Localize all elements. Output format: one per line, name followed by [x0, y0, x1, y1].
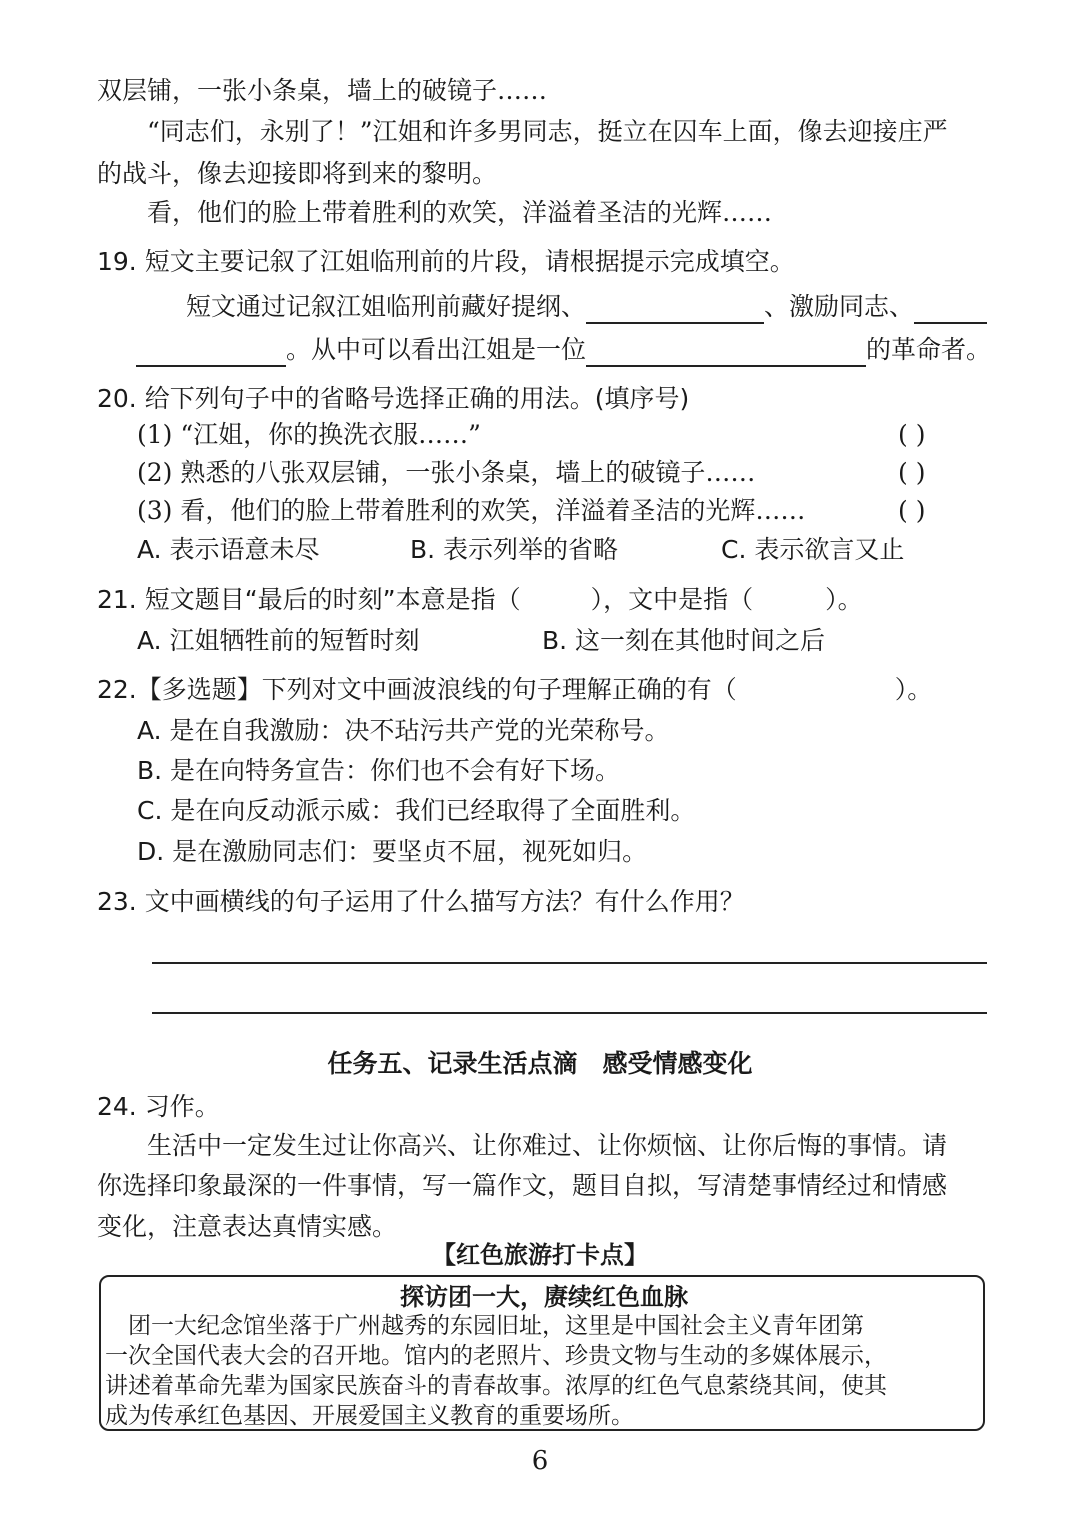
q20-item-3: (3) 看，他们的脸上带着胜利的欢笑，洋溢着圣洁的光辉……	[137, 496, 806, 525]
question-19-line	[186, 290, 987, 324]
q19-blank-1[interactable]	[586, 294, 764, 324]
redtour-line: 团一大纪念馆坐落于广州越秀的东园旧址，这里是中国社会主义青年团第	[105, 1313, 864, 1339]
q19-text: 的革命者。	[866, 335, 992, 364]
q20-answer-1[interactable]: ( )	[898, 420, 926, 449]
question-21-stem	[97, 583, 863, 617]
passage-line: 看，他们的脸上带着胜利的欢笑，洋溢着圣洁的光辉……	[147, 198, 773, 227]
section-title: 任务五、记录生活点滴 感受情感变化	[327, 1049, 753, 1078]
q22-text: 22.【多选题】下列对文中画波浪线的句子理解正确的有（	[97, 675, 737, 704]
q20-item-1: (1) “江姐，你的换洗衣服……”	[137, 420, 481, 449]
q20-option-c: C. 表示欲言又止	[721, 535, 905, 564]
page-number: 6	[531, 1446, 549, 1476]
q20-option-b: B. 表示列举的省略	[410, 535, 619, 564]
q22-option-b: B. 是在向特务宣告：你们也不会有好下场。	[137, 756, 621, 785]
q19-text: 、激励同志、	[764, 292, 915, 321]
q21-text: 21. 短文题目“最后的时刻”本意是指（	[97, 585, 521, 614]
answer-line[interactable]	[152, 1012, 987, 1014]
q19-text: 短文通过记叙江姐临刑前藏好提纲、	[186, 292, 587, 321]
question-24-stem: 24. 习作。	[97, 1092, 220, 1121]
q22-option-a: A. 是在自我激励：决不玷污共产党的光荣称号。	[137, 716, 670, 745]
question-19-stem: 19. 短文主要记叙了江姐临刑前的片段，请根据提示完成填空。	[97, 247, 795, 276]
q19-blank-3[interactable]	[586, 337, 866, 367]
q20-answer-3[interactable]: ( )	[898, 496, 926, 525]
q20-answer-2[interactable]: ( )	[898, 458, 926, 487]
q24-line: 你选择印象最深的一件事情，写一篇作文，题目自拟，写清楚事情经过和情感	[97, 1171, 948, 1200]
q20-item-2: (2) 熟悉的八张双层铺，一张小条桌，墙上的破镜子……	[137, 458, 756, 487]
question-23-stem: 23. 文中画横线的句子运用了什么描写方法？有什么作用？	[97, 887, 745, 916]
q21-text: ）。	[825, 585, 863, 614]
q19-blank-2-cont[interactable]	[136, 337, 286, 367]
q24-line: 生活中一定发生过让你高兴、让你难过、让你烦恼、让你后悔的事情。请	[147, 1131, 948, 1160]
q22-option-c: C. 是在向反动派示威：我们已经取得了全面胜利。	[137, 796, 696, 825]
passage-line: “同志们，永别了！”江姐和许多男同志，挺立在囚车上面，像去迎接庄严	[147, 117, 948, 146]
q21-option-b: B. 这一刻在其他时间之后	[542, 626, 826, 655]
question-19-line	[136, 333, 991, 367]
q20-option-a: A. 表示语意未尽	[137, 535, 320, 564]
q19-text: 。从中可以看出江姐是一位	[286, 335, 587, 364]
q24-line: 变化，注意表达真情实感。	[97, 1212, 398, 1241]
redtour-line: 成为传承红色基因、开展爱国主义教育的重要场所。	[105, 1403, 634, 1429]
redtour-header: 【红色旅游打卡点】	[432, 1240, 648, 1269]
redtour-box	[99, 1275, 985, 1431]
q22-option-d: D. 是在激励同志们：要坚贞不屈，视死如归。	[137, 837, 648, 866]
question-20-stem: 20. 给下列句子中的省略号选择正确的用法。(填序号)	[97, 384, 690, 413]
question-22-stem	[97, 673, 932, 707]
redtour-line: 一次全国代表大会的召开地。馆内的老照片、珍贵文物与生动的多媒体展示，	[105, 1343, 887, 1369]
q22-text: ）。	[894, 675, 933, 704]
q21-option-a: A. 江姐牺牲前的短暂时刻	[137, 626, 420, 655]
redtour-line: 讲述着革命先辈为国家民族奋斗的青春故事。浓厚的红色气息萦绕其间，使其	[105, 1373, 887, 1399]
q19-blank-2[interactable]	[914, 294, 987, 324]
q21-text: ），文中是指（	[590, 585, 754, 614]
passage-line: 的战斗，像去迎接即将到来的黎明。	[97, 159, 498, 188]
answer-line[interactable]	[152, 962, 987, 964]
passage-line: 双层铺，一张小条桌，墙上的破镜子……	[97, 76, 548, 105]
redtour-title: 探访团一大，赓续红色血脉	[400, 1283, 688, 1311]
